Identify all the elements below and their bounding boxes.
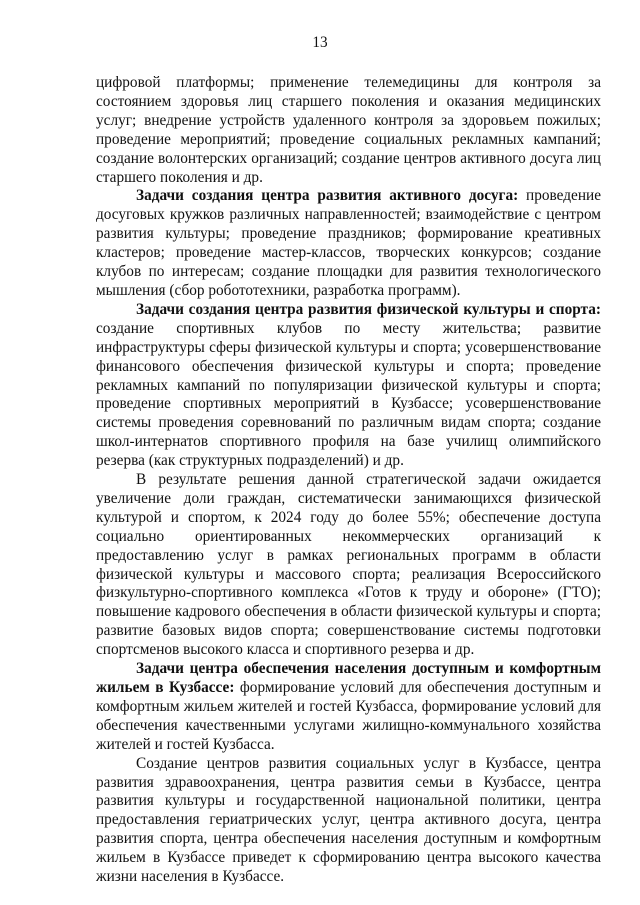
paragraph-housing-center [96, 660, 601, 755]
page-number: 13 [312, 34, 328, 51]
paragraph-sport-center [96, 301, 601, 471]
paragraph-text: В результате решения данной стратегической задачи ожидается увеличение доли граждан, систематически занимающихся физической культурой и спортом, к 2024 году до более 55%; обеспечение доступа социально ориентированных некоммерческих организаций к предоставлению услуг в рамках региональных программ в области физической культуры и массового спорта; реализация Всероссийского физкультурно-спортивного комплекса «Готов к труду и обороне» (ГТО); повышение кадрового обеспечения в области физической культуры и спорта; развитие базовых видов спорта; совершенствование системы подготовки спортсменов высокого класса и спортивного резерва и др. [96, 471, 601, 659]
paragraph-sport-results [96, 471, 601, 660]
paragraph-heading: Задачи создания центра развития активного досуга: [136, 187, 519, 205]
paragraph-text: Создание центров развития социальных услуг в Кузбассе, центра развития здравоохранения, центра развития семьи в Кузбассе, центра развития культуры и государственной национальной политики, центра предоставления гериатрических услуг, центра активного досуга, центра развития спорта, центра обеспечения населения доступным и комфортным жильем в Кузбассе приведет к сформированию центра высокого качества жизни населения в Кузбассе. [96, 754, 601, 886]
paragraph-text: проведение досуговых кружков различных направленностей; взаимодействие с центром развития культуры; проведение праздников; формирование креативных кластеров; проведение мастер-классов, творческих конкурсов; создание клубов по интересам; создание площадки для развития технологического мышления (сбор робототехники, разработка программ). [96, 187, 601, 299]
paragraph-heading: Задачи создания центра развития физической культуры и спорта: [136, 300, 601, 318]
paragraph-intro-continuation [96, 74, 601, 187]
paragraph-text: цифровой платформы; применение телемедицины для контроля за состоянием здоровья лиц старшего поколения и оказания медицинских услуг; внедрение устройств удаленного контроля за здоровьем пожилых; проведение мероприятий; проведение социальных рекламных кампаний; создание волонтерских организаций; создание центров активного досуга лиц старшего поколения и др. [96, 74, 601, 186]
paragraph-text: создание спортивных клубов по месту жительства; развитие инфраструктуры сферы физической культуры и спорта; усовершенствование финансового обеспечения физической культуры и спорта; проведение рекламных кампаний по популяризации физической культуры и спорта; проведение спортивных мероприятий в Кузбассе; усовершенствование системы проведения соревнований по различным видам спорта; создание школ-интернатов спортивного профиля на базе училищ олимпийского резерва (как структурных подразделений) и др. [96, 319, 601, 470]
paragraph-active-leisure-center [96, 187, 601, 300]
paragraph-conclusion [96, 755, 601, 887]
paragraph-text: формирование условий для обеспечения доступным и комфортным жильем жителей и гостей Кузбасса, формирование условий для обеспечения качественными услугами жилищно-коммунального хозяйства жителей и гостей Кузбасса. [96, 679, 601, 753]
paragraph-heading: Задачи центра обеспечения населения доступным и комфортным жильем в Кузбассе: [96, 660, 601, 696]
body-text [96, 74, 601, 887]
